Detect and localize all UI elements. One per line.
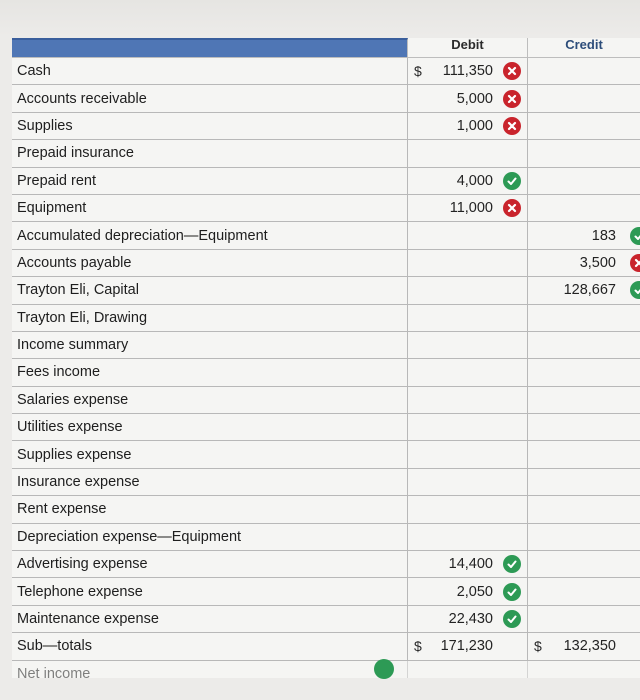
debit-input[interactable] <box>408 58 528 84</box>
table-row <box>12 496 640 523</box>
debit-input[interactable] <box>408 496 528 522</box>
debit-input[interactable] <box>408 113 528 139</box>
table-row <box>12 578 640 605</box>
debit-input[interactable] <box>408 85 528 111</box>
credit-value: 132,350 <box>563 638 616 655</box>
table-header <box>12 38 640 58</box>
account-label: Utilities expense <box>12 414 408 440</box>
debit-input[interactable] <box>408 195 528 221</box>
correct-icon <box>503 555 521 573</box>
credit-input[interactable] <box>528 578 640 604</box>
background-glare <box>0 0 640 36</box>
credit-value: 183 <box>591 227 616 244</box>
credit-input[interactable] <box>528 277 640 303</box>
dollar-sign: $ <box>534 638 542 655</box>
debit-input[interactable] <box>408 140 528 166</box>
debit-input[interactable] <box>408 441 528 467</box>
table-row <box>12 359 640 386</box>
table-body <box>12 58 640 678</box>
table-row <box>12 168 640 195</box>
debit-input[interactable] <box>408 387 528 413</box>
debit-input[interactable] <box>408 332 528 358</box>
debit-input[interactable] <box>408 578 528 604</box>
table-row <box>12 58 640 85</box>
table-row <box>12 250 640 277</box>
credit-input[interactable] <box>528 359 640 385</box>
dollar-sign: $ <box>414 63 422 80</box>
account-label: Supplies expense <box>12 441 408 467</box>
debit-input[interactable] <box>408 250 528 276</box>
credit-input[interactable] <box>528 606 640 632</box>
account-label: Accounts receivable <box>12 85 408 111</box>
account-label: Income summary <box>12 332 408 358</box>
table-row <box>12 469 640 496</box>
correct-icon <box>503 610 521 628</box>
account-label: Telephone expense <box>12 578 408 604</box>
table-row <box>12 140 640 167</box>
credit-input[interactable] <box>528 58 640 84</box>
credit-input[interactable] <box>528 633 640 659</box>
debit-value: 14,400 <box>448 556 493 573</box>
check-icon <box>374 659 394 679</box>
account-label: Trayton Eli, Drawing <box>12 305 408 331</box>
account-label: Accounts payable <box>12 250 408 276</box>
account-label: Accumulated depreciation—Equipment <box>12 222 408 248</box>
incorrect-icon <box>503 62 521 80</box>
credit-input[interactable] <box>528 140 640 166</box>
debit-input[interactable] <box>408 168 528 194</box>
credit-input[interactable] <box>528 414 640 440</box>
dollar-sign: $ <box>414 638 422 655</box>
credit-value: 3,500 <box>579 254 616 271</box>
incorrect-icon <box>503 90 521 108</box>
account-label: Prepaid rent <box>12 168 408 194</box>
debit-input[interactable] <box>408 524 528 550</box>
debit-input[interactable] <box>408 633 528 659</box>
credit-input[interactable] <box>528 85 640 111</box>
table-row <box>12 305 640 332</box>
account-label: Prepaid insurance <box>12 140 408 166</box>
account-label: Trayton Eli, Capital <box>12 277 408 303</box>
correct-icon <box>630 281 640 299</box>
credit-input[interactable] <box>528 250 640 276</box>
account-label: Supplies <box>12 113 408 139</box>
debit-input[interactable] <box>408 606 528 632</box>
credit-input[interactable] <box>528 551 640 577</box>
credit-value: 128,667 <box>563 282 616 299</box>
table-row <box>12 85 640 112</box>
table-row <box>12 633 640 660</box>
correct-icon <box>503 172 521 190</box>
debit-value: 5,000 <box>456 90 493 107</box>
debit-value: 22,430 <box>448 611 493 627</box>
account-label: Rent expense <box>12 496 408 522</box>
table-row <box>12 441 640 468</box>
debit-input[interactable] <box>408 551 528 577</box>
debit-input[interactable] <box>408 414 528 440</box>
credit-input[interactable] <box>528 222 640 248</box>
correct-icon <box>630 227 640 245</box>
account-label: Salaries expense <box>12 387 408 413</box>
credit-input[interactable] <box>528 661 640 678</box>
debit-input[interactable] <box>408 305 528 331</box>
credit-input[interactable] <box>528 168 640 194</box>
account-label: Maintenance expense <box>12 606 408 632</box>
incorrect-icon <box>630 254 640 272</box>
credit-input[interactable] <box>528 496 640 522</box>
table-row <box>12 414 640 441</box>
debit-input[interactable] <box>408 222 528 248</box>
table-row <box>12 332 640 359</box>
account-label: Depreciation expense—Equipment <box>12 524 408 550</box>
debit-input[interactable] <box>408 661 528 678</box>
account-label: Cash <box>12 58 408 84</box>
credit-column-header: Credit <box>528 38 640 58</box>
account-label: Net income <box>12 661 408 678</box>
incorrect-icon <box>503 117 521 135</box>
table-row <box>12 277 640 304</box>
table-row <box>12 606 640 633</box>
debit-value: 111,350 <box>442 63 493 80</box>
account-label: Insurance expense <box>12 469 408 495</box>
account-label: Advertising expense <box>12 551 408 577</box>
credit-input[interactable] <box>528 441 640 467</box>
credit-input[interactable] <box>528 195 640 221</box>
debit-input[interactable] <box>408 359 528 385</box>
debit-value: 1,000 <box>456 117 493 134</box>
debit-value: 11,000 <box>449 200 493 217</box>
account-label: Fees income <box>12 359 408 385</box>
credit-input[interactable] <box>528 305 640 331</box>
table-row <box>12 222 640 249</box>
table-row <box>12 551 640 578</box>
account-column-header <box>12 38 408 58</box>
table-row <box>12 387 640 414</box>
correct-icon <box>503 583 521 601</box>
debit-input[interactable] <box>408 277 528 303</box>
credit-input[interactable] <box>528 524 640 550</box>
credit-input[interactable] <box>528 387 640 413</box>
incorrect-icon <box>503 199 521 217</box>
debit-value: 171,230 <box>440 638 493 655</box>
credit-input[interactable] <box>528 332 640 358</box>
table-row <box>12 195 640 222</box>
table-row <box>12 113 640 140</box>
table-row <box>12 524 640 551</box>
table-row <box>12 661 640 678</box>
debit-value: 2,050 <box>456 583 493 600</box>
credit-input[interactable] <box>528 113 640 139</box>
account-label: Equipment <box>12 195 408 221</box>
debit-input[interactable] <box>408 469 528 495</box>
credit-input[interactable] <box>528 469 640 495</box>
worksheet-table <box>12 38 640 678</box>
account-label: Sub—totals <box>12 633 408 659</box>
debit-column-header: Debit <box>408 38 528 58</box>
debit-value: 4,000 <box>456 172 493 189</box>
